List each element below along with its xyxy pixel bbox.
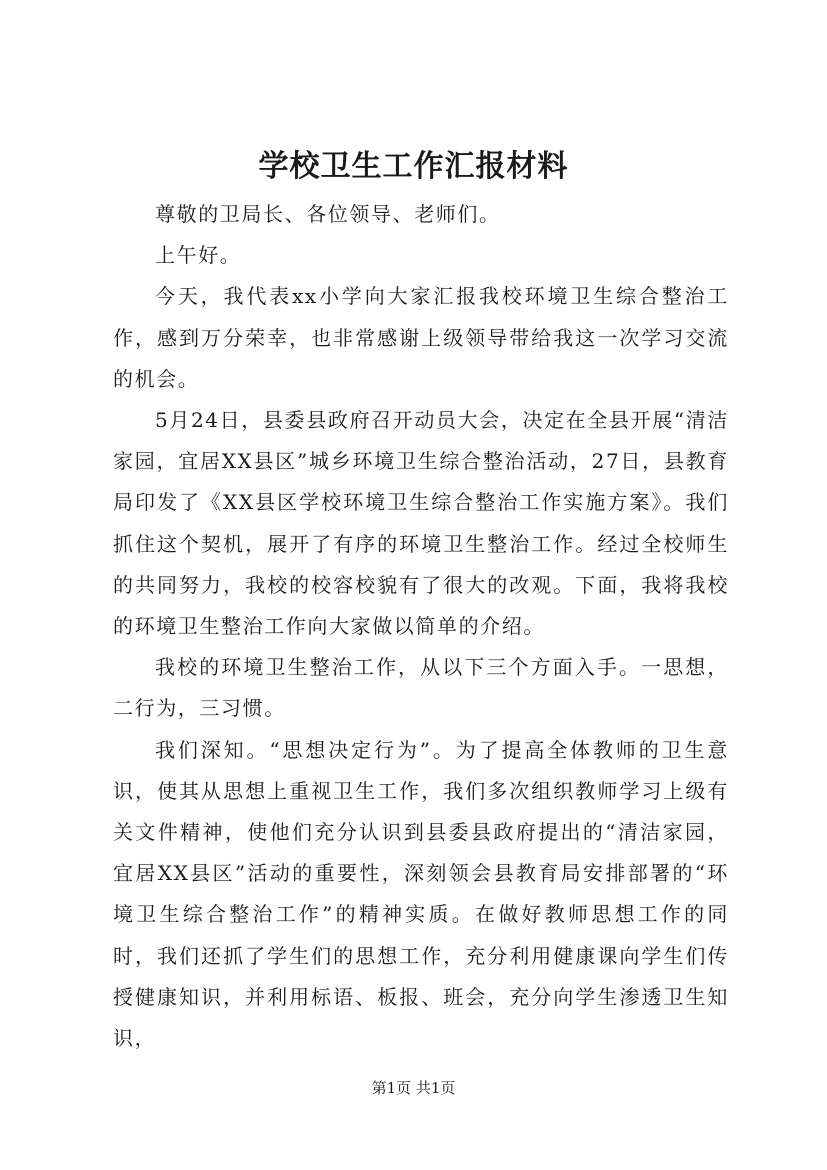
intro-paragraph: 今天，我代表xx小学向大家汇报我校环境卫生综合整治工作，感到万分荣幸，也非常感谢上级领导带给我这一次学习交流的机会。 [113, 284, 729, 391]
thought-paragraph: 我们深知。“思想决定行为”。为了提高全体教师的卫生意识，使其从思想上重视卫生工作，我们多次组织教师学习上级有关文件精神，使他们充分认识到县委县政府提出的“清洁家园，宜居XX县区”活动的重要性，深刻领会县教育局安排部署的“环境卫生综合整治工作”的精神实质。在做好教师思想工作的同时，我们还抓了学生们的思想工作，充分利用健康课向学生们传授健康知识，并利用标语、板报、班会，充分向学生渗透卫生知识， [113, 737, 729, 1051]
document-body [113, 194, 729, 1059]
background-paragraph: 5月24日，县委县政府召开动员大会，决定在全县开展“清洁家园，宜居XX县区”城乡环境卫生综合整治活动，27日，县教育局印发了《XX县区学校环境卫生综合整治工作实施方案》。我们抓住这个契机，展开了有序的环境卫生整治工作。经过全校师生的共同努力，我校的校容校貌有了很大的改观。下面，我将我校的环境卫生整治工作向大家做以简单的介绍。 [113, 408, 729, 639]
page-footer: 第1页 共1页 [371, 1079, 456, 1097]
approach-paragraph: 我校的环境卫生整治工作，从以下三个方面入手。一思想，二行为，三习惯。 [113, 655, 729, 721]
greeting-paragraph: 上午好。 [155, 243, 242, 268]
salutation-paragraph: 尊敬的卫局长、各位领导、老师们。 [155, 202, 501, 226]
document-title: 学校卫生工作汇报材料 [258, 149, 569, 184]
